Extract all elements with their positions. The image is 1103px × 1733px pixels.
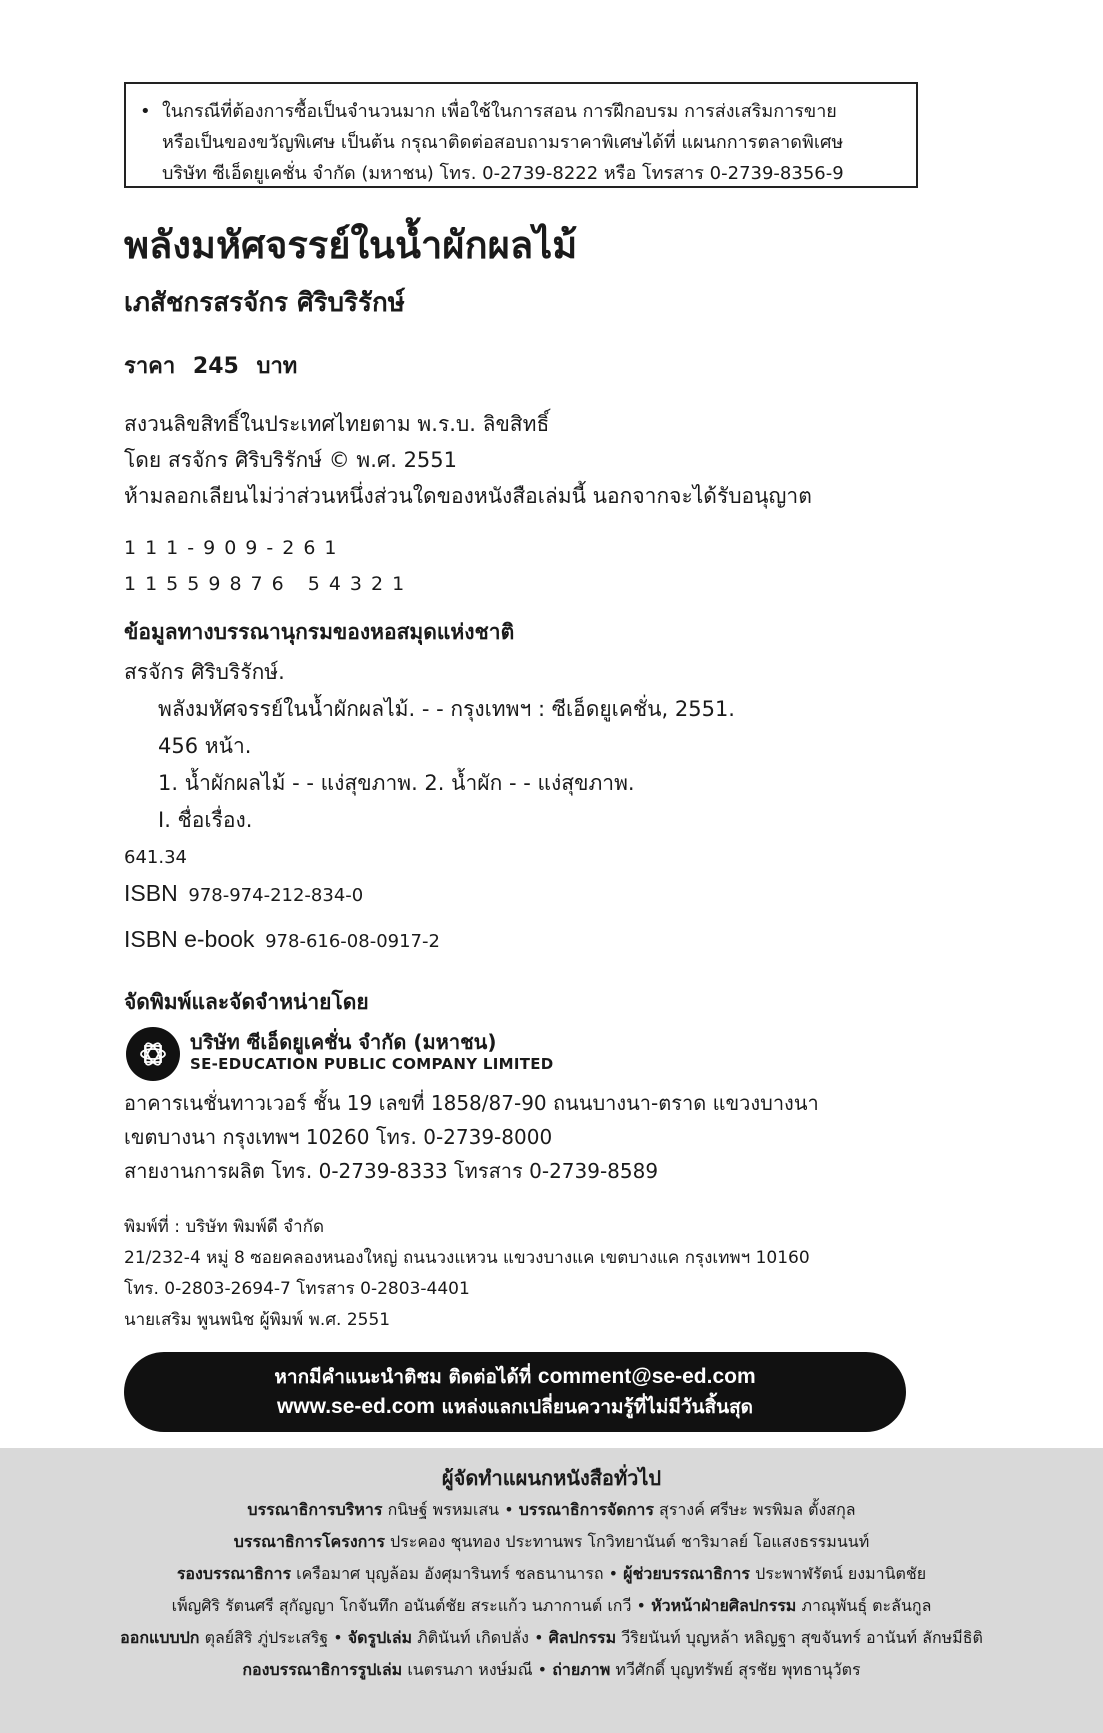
notice-line: บริษัท ซีเอ็ดยูเคชั่น จำกัด (มหาชน) โทร. 0-2739-8222 หรือ โทรสาร 0-2739-8356-9 <box>162 163 844 184</box>
credit-names: ภิตินันท์ เกิดปลั่ง <box>417 1628 529 1647</box>
bullet-icon: • <box>140 101 151 122</box>
isbn-value: 978-974-212-834-0 <box>188 885 364 906</box>
isbn-label: ISBN <box>124 880 178 906</box>
book-author: เภสัชกรสรจักร ศิริบริรักษ์ <box>124 288 405 318</box>
credits-row <box>0 1590 1103 1622</box>
copyright-line: ห้ามลอกเลียนไม่ว่าส่วนหนึ่งส่วนใดของหนังสือเล่มนี้ นอกจากจะได้รับอนุญาต <box>124 484 812 508</box>
copyright-notice <box>124 406 812 514</box>
credits-row <box>0 1622 1103 1654</box>
credit-names: ประคอง ชุนทอง ประทานพร โกวิทยานันต์ ชาริมาลย์ โอแสงธรรมนนท์ <box>390 1532 870 1551</box>
cip-title-line: พลังมหัศจรรย์ในน้ำผักผลไม้. - - กรุงเทพฯ : ซีเอ็ดยูเคชั่น, 2551. <box>158 697 735 721</box>
printer-info <box>124 1212 810 1336</box>
credit-names: เครือมาศ บุญล้อม อังศุมารินทร์ ชลธนานารถ <box>296 1564 604 1583</box>
cip-author: สรจักร ศิริบริรักษ์. <box>124 660 285 684</box>
company-name-thai: บริษัท ซีเอ็ดยูเคชั่น จำกัด (มหาชน) <box>190 1030 497 1054</box>
book-code: 111-909-261 <box>124 537 346 559</box>
print-codes <box>124 530 413 602</box>
credit-names: กนิษฐ์ พรหมเสน <box>387 1500 500 1519</box>
cip-record <box>124 654 735 876</box>
credit-role: หัวหน้าฝ่ายศิลปกรรม <box>651 1596 797 1615</box>
company-name-english: SE-EDUCATION PUBLIC COMPANY LIMITED <box>190 1055 554 1073</box>
printer-line: 21/232-4 หมู่ 8 ซอยคลองหนองใหญ่ ถนนวงแหวน แขวงบางแค เขตบางแค กรุงเทพฯ 10160 <box>124 1248 810 1268</box>
isbn-ebook-value: 978-616-08-0917-2 <box>265 931 440 952</box>
separator: • <box>504 1500 519 1519</box>
cip-heading: ข้อมูลทางบรรณานุกรมของหอสมุดแห่งชาติ <box>124 620 515 644</box>
credit-names: เพ็ญศิริ รัตนศรี สุกัญญา โกจันทึก อนันต์ชัย สระแก้ว นภากานต์ เกวี <box>171 1596 632 1615</box>
print-run-code: 11559876 54321 <box>124 573 414 595</box>
address-line: อาคารเนชั่นทาวเวอร์ ชั้น 19 เลขที่ 1858/87-90 ถนนบางนา-ตราด แขวงบางนา <box>124 1091 819 1115</box>
separator: • <box>333 1628 348 1647</box>
credit-role: บรรณาธิการบริหาร <box>247 1500 383 1519</box>
credit-names: เนตรนภา หงษ์มณี <box>407 1660 533 1679</box>
notice-line: ในกรณีที่ต้องการซื้อเป็นจำนวนมาก เพื่อใช้ในการสอน การฝึกอบรม การส่งเสริมการขาย <box>162 101 837 122</box>
copyright-line: สงวนลิขสิทธิ์ในประเทศไทยตาม พ.ร.บ. ลิขสิทธิ์ <box>124 412 550 436</box>
credit-names: ประพาฬรัตน์ ยงมานิตชัย <box>755 1564 927 1583</box>
isbn-ebook-label: ISBN e-book <box>124 926 255 952</box>
credit-role: จัดรูปเล่ม <box>347 1628 413 1647</box>
credit-role: รองบรรณาธิการ <box>176 1564 292 1583</box>
credit-names: ทวีศักดิ์ บุญทรัพย์ สุรชัย พุทธานุวัตร <box>615 1660 861 1679</box>
separator: • <box>636 1596 652 1615</box>
credit-names: วีริยนันท์ บุญหล้า หลิญฐา สุขจันทร์ อานันท์ ลักษมีธิติ <box>621 1628 983 1647</box>
editorial-credits <box>0 1448 1103 1733</box>
cip-class-number: 641.34 <box>124 847 187 868</box>
credits-row <box>0 1526 1103 1558</box>
book-title: พลังมหัศจรรย์ในน้ำผักผลไม้ <box>124 223 578 267</box>
address-line: สายงานการผลิต โทร. 0-2739-8333 โทรสาร 0-2739-8589 <box>124 1159 659 1183</box>
credit-role: ผู้ช่วยบรรณาธิการ <box>623 1564 750 1583</box>
website-tagline: แหล่งแลกเปลี่ยนความรู้ที่ไม่มีวันสิ้นสุด <box>441 1396 754 1418</box>
isbn-print <box>124 880 363 907</box>
credit-names: สุรางค์ ศรีษะ พรพิมล ตั้งสกุล <box>659 1500 856 1519</box>
credits-row <box>0 1654 1103 1686</box>
credit-role: ถ่ายภาพ <box>552 1660 611 1679</box>
printer-line: นายเสริม พูนพนิช ผู้พิมพ์ พ.ศ. 2551 <box>124 1310 391 1330</box>
contact-email[interactable]: comment@se-ed.com <box>537 1365 756 1388</box>
publisher-heading: จัดพิมพ์และจัดจำหน่ายโดย <box>124 990 369 1014</box>
credit-role: ศิลปกรรม <box>548 1628 617 1647</box>
cip-pages: 456 หน้า. <box>158 734 252 758</box>
cip-title-entry: I. ชื่อเรื่อง. <box>158 808 253 832</box>
contact-text: หากมีคำแนะนำติชม ติดต่อได้ที่ <box>274 1366 532 1388</box>
credits-heading: ผู้จัดทำแผนกหนังสือทั่วไป <box>441 1466 662 1490</box>
separator: • <box>608 1564 624 1583</box>
credit-role: กองบรรณาธิการรูปเล่ม <box>242 1660 403 1679</box>
printer-line: พิมพ์ที่ : บริษัท พิมพ์ดี จำกัด <box>124 1217 324 1237</box>
book-price: ราคา 245 บาท <box>124 354 298 379</box>
contact-banner <box>124 1352 906 1432</box>
address-line: เขตบางนา กรุงเทพฯ 10260 โทร. 0-2739-8000 <box>124 1125 553 1149</box>
printer-line: โทร. 0-2803-2694-7 โทรสาร 0-2803-4401 <box>124 1279 470 1299</box>
credit-names: ภาณุพันธุ์ ตะลันกูล <box>801 1596 932 1615</box>
publisher-address <box>124 1086 819 1188</box>
separator: • <box>534 1628 549 1647</box>
credit-role: บรรณาธิการจัดการ <box>518 1500 654 1519</box>
separator: • <box>537 1660 553 1679</box>
credit-role: บรรณาธิการโครงการ <box>233 1532 385 1551</box>
copyright-line: โดย สรจักร ศิริบริรักษ์ © พ.ศ. 2551 <box>124 448 458 472</box>
credits-row <box>0 1494 1103 1526</box>
credit-names: ตุลย์สิริ ภู่ประเสริฐ <box>204 1628 329 1647</box>
cip-subjects: 1. น้ำผักผลไม้ - - แง่สุขภาพ. 2. น้ำผัก - - แง่สุขภาพ. <box>158 771 635 795</box>
credits-row <box>0 1558 1103 1590</box>
se-ed-logo-icon <box>126 1027 180 1081</box>
bulk-order-notice <box>124 82 918 188</box>
website-link[interactable]: www.se-ed.com <box>276 1395 435 1418</box>
credit-role: ออกแบบปก <box>120 1628 200 1647</box>
isbn-ebook <box>124 926 440 953</box>
notice-line: หรือเป็นของขวัญพิเศษ เป็นต้น กรุณาติดต่อสอบถามราคาพิเศษได้ที่ แผนกการตลาดพิเศษ <box>162 132 844 153</box>
